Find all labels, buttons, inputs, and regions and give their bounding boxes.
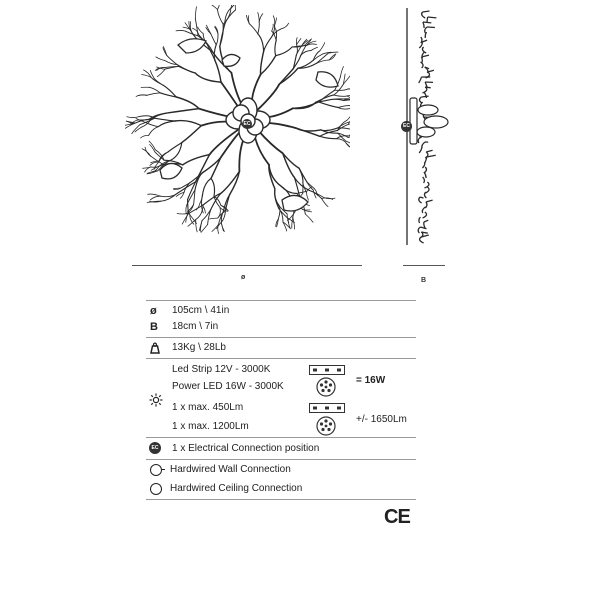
coral-branch bbox=[196, 203, 200, 210]
coral-branch bbox=[258, 34, 264, 52]
coral-branch bbox=[176, 30, 185, 31]
coral-branch bbox=[347, 94, 350, 96]
coral-branch bbox=[210, 130, 238, 154]
coral-branch bbox=[235, 5, 236, 10]
coral-branch bbox=[257, 84, 279, 110]
coral-branch bbox=[156, 57, 165, 61]
side-coral-branch bbox=[424, 222, 425, 228]
coral-branch bbox=[254, 134, 269, 165]
divider bbox=[146, 499, 416, 500]
light-bulb-icon bbox=[149, 393, 163, 407]
side-coral-branch bbox=[424, 172, 426, 178]
side-coral-branch bbox=[420, 227, 426, 229]
coral-branch bbox=[198, 27, 204, 33]
coral-branch bbox=[201, 225, 208, 233]
coral-branch bbox=[161, 193, 178, 196]
coral-branch bbox=[347, 113, 350, 121]
coral-branch bbox=[210, 218, 218, 219]
divider bbox=[146, 337, 416, 338]
coral-branch bbox=[177, 65, 195, 74]
coral-branch bbox=[335, 89, 348, 90]
ec-badge-front: EC bbox=[243, 121, 251, 127]
coral-branch bbox=[264, 37, 272, 52]
coral-branch bbox=[297, 39, 301, 45]
coral-branch bbox=[331, 99, 343, 100]
coral-branch bbox=[336, 139, 346, 144]
side-coral-branch bbox=[428, 17, 437, 18]
coral-branch bbox=[171, 143, 182, 161]
side-coral-branch bbox=[423, 11, 430, 12]
side-coral-branch bbox=[423, 177, 425, 183]
coral-branch bbox=[317, 53, 329, 63]
coral-branch bbox=[315, 189, 318, 196]
power-led-icon bbox=[316, 416, 336, 436]
coral-branch bbox=[348, 86, 350, 89]
coral-branch bbox=[155, 118, 175, 121]
coral-branch bbox=[203, 178, 211, 192]
coral-branch bbox=[296, 128, 320, 136]
coral-branch bbox=[261, 52, 264, 75]
coral-branch bbox=[249, 24, 257, 34]
total-power: = 16W bbox=[356, 375, 386, 386]
side-coral-branch bbox=[419, 147, 422, 153]
coral-branch bbox=[147, 93, 160, 96]
coral-branch bbox=[218, 10, 224, 25]
coral-branch bbox=[313, 190, 316, 198]
divider bbox=[146, 459, 416, 460]
coral-branch bbox=[320, 43, 325, 51]
coral-branch bbox=[169, 109, 199, 113]
coral-branch bbox=[348, 137, 350, 138]
coral-branch bbox=[135, 127, 141, 132]
coral-branch bbox=[273, 16, 274, 25]
coral-branch bbox=[220, 24, 225, 46]
coral-branch bbox=[196, 219, 197, 232]
coral-branch bbox=[176, 97, 199, 109]
side-coral-branch bbox=[420, 197, 423, 198]
coral-branch bbox=[302, 209, 310, 210]
front-view-drawing bbox=[125, 5, 350, 255]
side-coral-branch bbox=[425, 32, 426, 38]
coral-branch bbox=[142, 149, 151, 156]
coral-branch bbox=[175, 121, 201, 126]
divider bbox=[146, 358, 416, 359]
electrical-connection-icon: EC bbox=[149, 442, 161, 454]
coral-branch bbox=[149, 127, 159, 136]
depth-value: 18cm \ 7in bbox=[172, 321, 219, 332]
coral-branch bbox=[157, 69, 165, 77]
side-coral-branch bbox=[422, 40, 427, 42]
depth-dimension-label: B bbox=[421, 277, 427, 284]
divider bbox=[146, 437, 416, 438]
side-coral-branch bbox=[419, 217, 421, 223]
weight-value: 13Kg \ 28Lb bbox=[172, 342, 226, 353]
side-coral-branch bbox=[420, 237, 424, 243]
side-coral-branch bbox=[426, 150, 432, 152]
coral-branch bbox=[181, 183, 190, 188]
power-led-spec: Power LED 16W - 3000K bbox=[172, 381, 284, 392]
divider bbox=[146, 300, 416, 301]
coral-branch bbox=[258, 22, 260, 34]
coral-branch bbox=[334, 95, 347, 96]
diameter-symbol: ø bbox=[150, 305, 157, 317]
coral-branch bbox=[158, 121, 175, 127]
weight-icon bbox=[149, 342, 161, 354]
side-flower bbox=[410, 98, 448, 144]
side-coral-branch bbox=[418, 137, 421, 143]
coral-branch bbox=[218, 5, 220, 10]
power-led-icon bbox=[316, 377, 336, 397]
coral-branch bbox=[138, 119, 151, 120]
led-strip-icon bbox=[309, 365, 345, 375]
coral-branch bbox=[188, 200, 189, 213]
electrical-connection-text: 1 x Electrical Connection position bbox=[172, 443, 320, 454]
side-coral-branch bbox=[418, 227, 420, 233]
diameter-dimension-label: ø bbox=[241, 274, 246, 281]
coral-branch bbox=[303, 183, 307, 192]
ceiling-connection-text: Hardwired Ceiling Connection bbox=[170, 483, 303, 494]
output-2-spec: 1 x max. 1200Lm bbox=[172, 421, 249, 432]
coral-branch bbox=[320, 136, 337, 138]
side-coral-branch bbox=[419, 77, 422, 83]
coral-branch bbox=[275, 189, 279, 209]
side-coral-branch bbox=[425, 87, 431, 88]
coral-branch bbox=[163, 48, 167, 56]
coral-branch bbox=[279, 69, 293, 85]
side-coral-branch bbox=[426, 200, 433, 202]
coral-branch bbox=[293, 217, 295, 229]
side-coral-branch bbox=[425, 202, 427, 208]
side-coral-branch bbox=[421, 96, 428, 97]
wall-connection-text: Hardwired Wall Connection bbox=[170, 464, 291, 475]
coral-branch bbox=[127, 117, 139, 118]
side-coral-branch bbox=[419, 97, 421, 103]
diameter-value: 105cm \ 41in bbox=[172, 305, 230, 316]
coral-branch bbox=[196, 155, 210, 182]
coral-branch bbox=[276, 47, 293, 56]
coral-branch bbox=[214, 45, 216, 60]
ec-badge-side: EC bbox=[401, 121, 412, 132]
side-coral-branch bbox=[422, 162, 424, 168]
coral-branch bbox=[322, 199, 328, 207]
coral-branch bbox=[209, 5, 218, 10]
coral-branch bbox=[182, 126, 202, 143]
coral-branch bbox=[275, 40, 276, 56]
coral-branch bbox=[203, 193, 221, 205]
side-coral-branch bbox=[427, 27, 435, 28]
coral-branch bbox=[143, 167, 151, 168]
coral-branch bbox=[258, 13, 259, 23]
side-coral-branch bbox=[423, 212, 427, 218]
coral-branch bbox=[338, 108, 350, 110]
coral-branch bbox=[195, 7, 196, 19]
depth-symbol: B bbox=[150, 321, 158, 333]
coral-branch bbox=[167, 55, 177, 64]
side-coral-branch bbox=[425, 67, 429, 69]
coral-branch bbox=[216, 34, 218, 44]
coral-branch bbox=[281, 23, 289, 29]
side-coral-branch bbox=[428, 70, 434, 72]
coral-branch bbox=[292, 217, 293, 228]
coral-branch bbox=[272, 24, 274, 31]
coral-branch bbox=[202, 192, 203, 204]
coral-branch bbox=[319, 102, 339, 108]
coral-branch bbox=[136, 95, 147, 96]
side-coral-branch bbox=[422, 12, 426, 18]
coral-branch bbox=[349, 130, 350, 136]
coral-branch bbox=[306, 192, 308, 200]
coral-branch bbox=[321, 128, 338, 131]
coral-branch bbox=[338, 106, 350, 108]
led-strip-icon bbox=[309, 403, 345, 413]
total-lumen: +/- 1650Lm bbox=[356, 414, 407, 425]
coral-branch bbox=[231, 5, 242, 8]
coral-branch bbox=[259, 14, 263, 22]
coral-branch bbox=[195, 73, 221, 82]
coral-branch bbox=[211, 34, 216, 45]
led-strip-spec: Led Strip 12V - 3000K bbox=[172, 364, 271, 375]
coral-branch bbox=[149, 87, 160, 93]
coral-branch bbox=[202, 157, 221, 173]
side-coral-branch bbox=[421, 62, 424, 68]
coral-branch bbox=[258, 131, 282, 154]
wall-connection-icon bbox=[150, 464, 162, 476]
coral-branch bbox=[141, 135, 149, 138]
side-coral-branch bbox=[423, 22, 431, 23]
output-1-spec: 1 x max. 450Lm bbox=[172, 402, 244, 413]
coral-branch bbox=[211, 178, 215, 196]
coral-branch bbox=[305, 214, 313, 222]
coral-branch bbox=[311, 47, 318, 50]
side-coral-branch bbox=[424, 220, 428, 222]
diameter-dimension-line bbox=[132, 265, 362, 266]
side-coral-branch bbox=[423, 22, 424, 28]
coral-branch bbox=[150, 145, 155, 152]
depth-dimension-line bbox=[403, 265, 445, 266]
coral-branch bbox=[341, 67, 344, 77]
coral-branch bbox=[150, 196, 160, 200]
ceiling-connection-icon bbox=[150, 483, 162, 495]
coral-branch bbox=[211, 157, 221, 178]
ce-mark: CE bbox=[384, 506, 410, 528]
coral-branch bbox=[283, 153, 295, 177]
coral-branch bbox=[215, 60, 221, 82]
